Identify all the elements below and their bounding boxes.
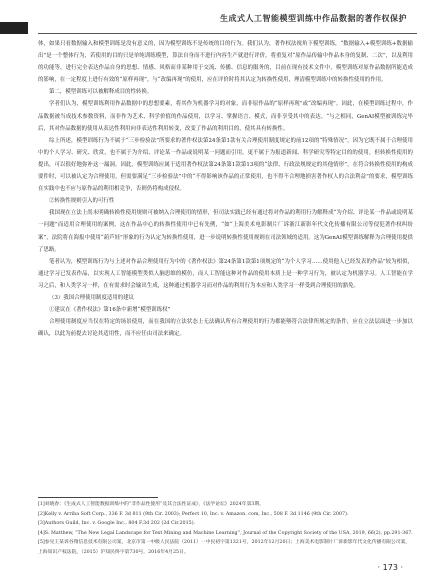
paragraph: 笔者认为，模型训练行为与上述对作品合理使用行为中的《著作权法》第24条第1款第1项规定的“为个人学习……使用他人已经发表的作品”较为相似，通过学习已发表作品，以实现人工智能模型类似人脑思维的模仿，而人工智能这种对作品的使用本质上是一种学习行为，被认定为机器学习。人工智能在学习之后，和人类学习一样，在有需求时会输出生成，这种通过机器学习而对作品的利用行为本应和人类学习一样受到合理使用的豁免。 <box>38 258 413 289</box>
section-heading: ①建议在《著作权法》第16条中新增“模型训练权” <box>49 307 171 314</box>
footnote: [4]S. Matthew, “The New Legal Landscape for Text Mining and Machine Learning”, Journal of the Copyright Society of the USA, 2019, 66(2), pp.291-367. <box>38 530 413 536</box>
footnote-rule <box>38 497 158 498</box>
paragraph: 综上所述，模型训练行为不属于“三步检验法”所要求的著作权法第24条第1款有关合理使用制度规定的前12项的“特殊情况”，因为它既不属于合理使用中的个人学习、研究、欣赏，也不属于为介绍、评论某一作品或说明某一问题而引用，更不属于为报道新闻、科学研究等特定目的的使用，但转换性使用的提出，可以很好地弥补这一漏洞。因此，模型训练应属于适用著作权法第24条第1款第13项的“法律、行政法规规定的其他情形”，在符合转换性使用的构成要件时，可以被认定为合理使用，但需要满足“三步检验法”中的“不得影响该作品的正常使用，也不得不合理地损害著作权人的合法利益”的要求，模型训练在实践中也不应与原作品的利用相竞争，否则仍将构成侵权。 <box>38 137 413 193</box>
article-body <box>38 38 413 340</box>
footnotes <box>38 500 413 558</box>
paragraph: 合理使用制度应当仅在特定的场景使用，而在我国的立法状态上无法确认所有合理使用的行为都能够符合法律所规定的条件，应在立法层面进一步加以确认，以此为前提去讨论其适用性，而不应任由司法来确定。 <box>38 319 413 338</box>
section-heading: 第二，模型训练可以被解释成目的性转换。 <box>49 89 153 96</box>
page-number: · 173 · <box>377 563 403 572</box>
header-bar-decoration <box>0 22 28 34</box>
footnote: [1]刘晓春：《生成式人工智能数据训练中的“非作品性使用”及其合法性证成》，《法学论坛》2024年第3期。 <box>38 502 265 507</box>
footnote: [5]参见王某诉谷翔信息技术有限公司案，北京市第一中级人民法院（2011）一中民初字第1321号，2012年12月20日；上海美术电影制片厂诉新影年代文化传播有限公司案，上海知识产权法院，（2015）沪知民终字第730号，2016年4月25日。 <box>38 540 411 555</box>
paragraph-continuation: 体，如果只看数据输入和模型训练是没有意义的，因为模型训练不是传统的目的行为。我们认为，著作权法视角下模型训练，“数据输入+模型训练+数据输出”是一个整体行为，若使用的目的只是单纯训练模型，算法自身而不进行内容生产就进行评价，将重复对“原作品传输中作品本身的复制、二次”，以及利用的功能等，进行完全表达作品自身的思想、情感、风格而非某种用于交流、传播、信息的服务的，目前在现有技术文件中，模型训练对原作品数据所能造成的影响，在一定程度上进行有效的“原样再现”，与“改编再现”的使用，应在评价时将其认定为转换性使用，理清模型训练中的转换性使用的作用。 <box>38 41 413 84</box>
running-header-title: 生成式人工智能模型训练中作品数据的著作权保护 <box>220 14 407 23</box>
section-heading: ②转换性规则引入的可行性 <box>49 198 115 205</box>
paragraph: 我国现在立法上尚未明确转换性使用规则可被纳入合理使用的情形，但司法实践已经有通过将对作品的利用行为解释成“为介绍、评论某一作品或说明某一问题”而适用合理使用的案例，这在作品中心的转换性使用中已有先例，“如“上海美术电影制片厂诉浙江新影年代文化传播有限公司等侵犯著作权纠纷案”，法院将在海报中使用“葫芦娃”形象的行为认定为转换性使用，进一步说明转换性使用规则在司法领域的适用。这为GenAI模型训练解释为合理使用提供了思路。 <box>38 210 413 253</box>
header-rule <box>38 33 417 34</box>
footnote: [2]Kelly v. Arriba Soft Corp., 336 F. 3d 811 (9th Cir. 2003); Perfect 10, Inc. v. Amazon. com, Inc., 508 F. 3d 1146 (9th Cir. 2007). <box>38 511 349 517</box>
paragraph: 学者们认为，模型训练利用作品数据中的思想要素，将其作为机器学习的对象，而非原作品的“原样再现”或“改编再现”。因此，在模型训练过程中，作品数据被当成技术参数资料，而非作为艺术、科学价值的作品使用，以学习、掌握语言、模式，而非享受其中的表达。“与之相同，GenAI模型被训练完毕后，其对作品数据的使用从表达性利用向非表达性利用转变，改变了作品的利用目的，使其具有转换性。 <box>38 101 413 132</box>
section-heading: （3）我国合理使用制度适用的建议 <box>49 294 135 301</box>
running-header <box>0 0 427 40</box>
footnote: [3]Authors Guild, Inc. v. Google Inc., 804 F.3d 202 (2d Cir.2015). <box>38 521 196 527</box>
